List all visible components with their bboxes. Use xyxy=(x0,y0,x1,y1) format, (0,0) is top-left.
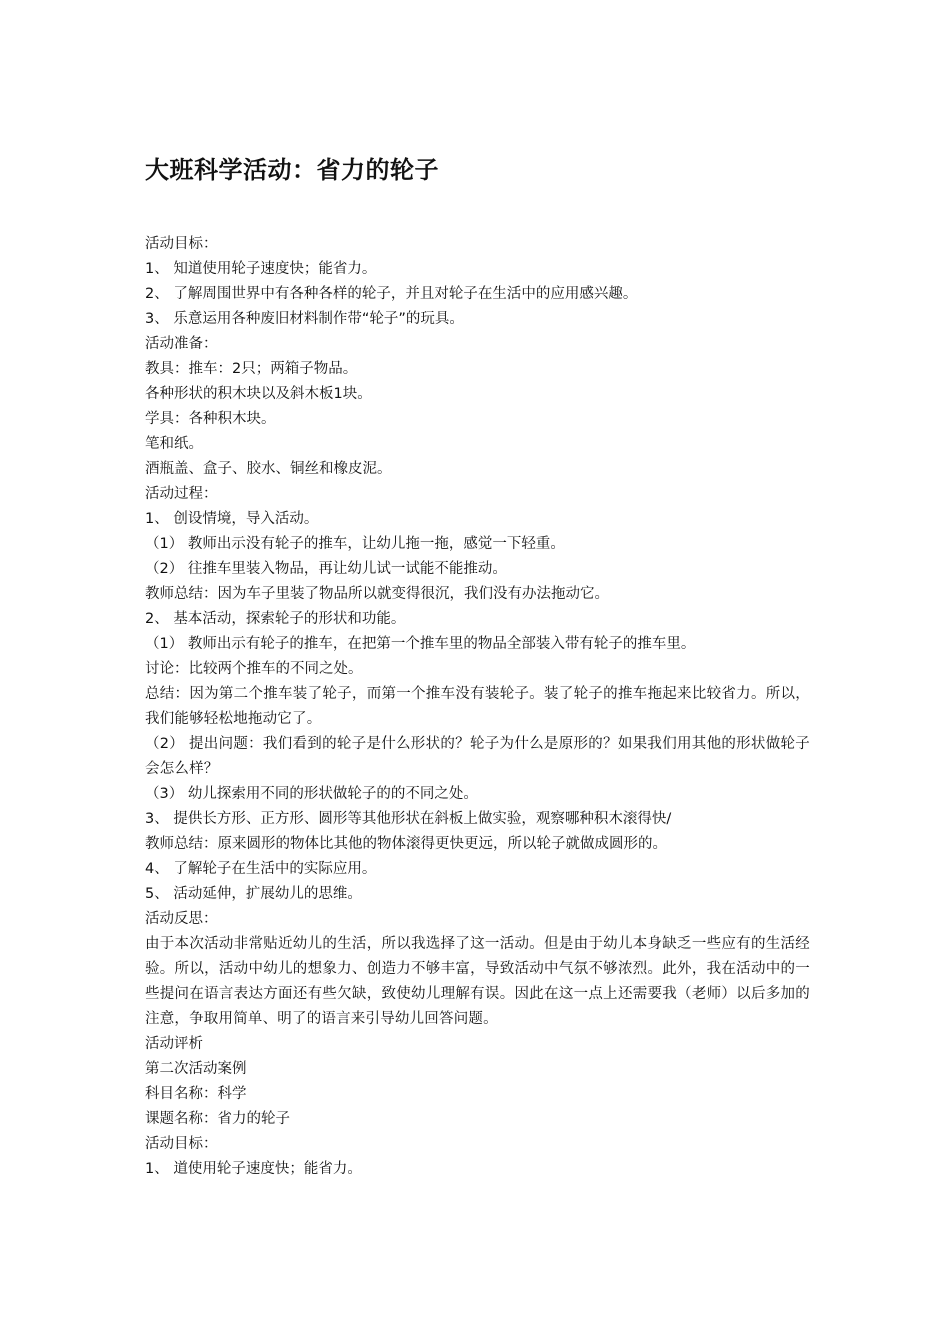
section-heading-evaluation: 活动评析 xyxy=(145,1036,203,1052)
goal-item: 1、 道使用轮子速度快；能省力。 xyxy=(145,1161,362,1177)
teacher-summary: 教师总结：因为车子里装了物品所以就变得很沉，我们没有办法拖动它。 xyxy=(145,586,609,602)
preparation-item: 学具：各种积木块。 xyxy=(145,411,276,427)
lesson-name: 课题名称：省力的轮子 xyxy=(145,1111,290,1127)
process-step: 3、 提供长方形、正方形、圆形等其他形状在斜板上做实验，观察哪种积木滚得快/ xyxy=(145,811,672,827)
section-heading-reflection: 活动反思： xyxy=(145,911,218,927)
subject-name: 科目名称：科学 xyxy=(145,1086,247,1102)
process-step: 4、 了解轮子在生活中的实际应用。 xyxy=(145,861,377,877)
discussion-line: 讨论：比较两个推车的不同之处。 xyxy=(145,661,363,677)
preparation-item: 笔和纸。 xyxy=(145,436,203,452)
process-substep: （1） 教师出示没有轮子的推车，让幼儿拖一拖，感觉一下轻重。 xyxy=(145,536,565,552)
document-title: 大班科学活动：省力的轮子 xyxy=(145,156,439,184)
preparation-item: 酒瓶盖、盒子、胶水、铜丝和橡皮泥。 xyxy=(145,461,392,477)
question-paragraph: （2） 提出问题：我们看到的轮子是什么形状的？轮子为什么是原形的？如果我们用其他的形状做轮子会怎么样？ xyxy=(145,736,810,777)
section-heading-goals: 活动目标： xyxy=(145,236,218,252)
teacher-summary: 教师总结：原来圆形的物体比其他的物体滚得更快更远，所以轮子就做成圆形的。 xyxy=(145,836,667,852)
section-heading-preparation: 活动准备： xyxy=(145,336,218,352)
goal-item: 2、 了解周围世界中有各种各样的轮子，并且对轮子在生活中的应用感兴趣。 xyxy=(145,286,638,302)
preparation-item: 各种形状的积木块以及斜木板1块。 xyxy=(145,386,372,402)
process-substep: （2） 往推车里装入物品，再让幼儿试一试能不能推动。 xyxy=(145,561,507,577)
process-substep: （1） 教师出示有轮子的推车，在把第一个推车里的物品全部装入带有轮子的推车里。 xyxy=(145,636,696,652)
document-body xyxy=(145,232,810,1182)
process-step: 2、 基本活动，探索轮子的形状和功能。 xyxy=(145,611,406,627)
section-heading-goals-2: 活动目标： xyxy=(145,1136,218,1152)
goal-item: 3、 乐意运用各种废旧材料制作带“轮子”的玩具。 xyxy=(145,311,464,327)
reflection-paragraph: 由于本次活动非常贴近幼儿的生活，所以我选择了这一活动。但是由于幼儿本身缺乏一些应有的生活经验。所以，活动中幼儿的想象力、创造力不够丰富，导致活动中气氛不够浓烈。此外，我在活动中的一些提问在语言表达方面还有些欠缺，致使幼儿理解有误。因此在这一点上还需要我（老师）以后多加的注意，争取用简单、明了的语言来引导幼儿回答问题。 xyxy=(145,936,810,1027)
process-step: 5、 活动延伸，扩展幼儿的思维。 xyxy=(145,886,362,902)
process-step: 1、 创设情境，导入活动。 xyxy=(145,511,319,527)
preparation-item: 教具：推车：2只；两箱子物品。 xyxy=(145,361,358,377)
process-substep: （3） 幼儿探索用不同的形状做轮子的的不同之处。 xyxy=(145,786,478,802)
case-heading: 第二次活动案例 xyxy=(145,1061,247,1077)
summary-paragraph: 总结：因为第二个推车装了轮子，而第一个推车没有装轮子。装了轮子的推车拖起来比较省力。所以，我们能够轻松地拖动它了。 xyxy=(145,686,810,727)
section-heading-process: 活动过程： xyxy=(145,486,218,502)
goal-item: 1、 知道使用轮子速度快；能省力。 xyxy=(145,261,377,277)
